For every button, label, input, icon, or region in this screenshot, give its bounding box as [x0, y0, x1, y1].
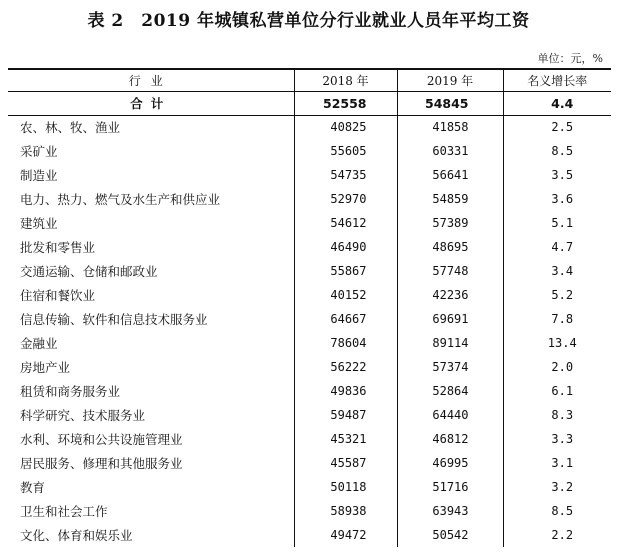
table-row [8, 259, 611, 283]
table-row [8, 115, 611, 139]
table-row [8, 211, 611, 235]
growth-rate: 8.5 [503, 139, 611, 163]
value-2018: 46490 [294, 235, 397, 259]
growth-rate: 7.8 [503, 307, 611, 331]
value-2019: 63943 [397, 499, 503, 523]
value-2019: 57748 [397, 259, 503, 283]
growth-rate: 3.4 [503, 259, 611, 283]
industry-name: 房地产业 [20, 360, 71, 375]
table-row [8, 331, 611, 355]
growth-rate: 13.4 [503, 331, 611, 355]
growth-rate: 3.5 [503, 163, 611, 187]
value-2019: 54859 [397, 187, 503, 211]
industry-name: 卫生和社会工作 [20, 504, 108, 519]
growth-rate: 8.3 [503, 403, 611, 427]
value-2018: 55605 [294, 139, 397, 163]
table-row [8, 475, 611, 499]
growth-rate: 3.6 [503, 187, 611, 211]
table-row [8, 379, 611, 403]
total-growth-rate: 4.4 [503, 91, 611, 115]
growth-rate: 2.5 [503, 115, 611, 139]
industry-name: 批发和零售业 [20, 240, 96, 255]
value-2018: 49472 [294, 523, 397, 547]
table-row [8, 163, 611, 187]
industry-name: 科学研究、技术服务业 [20, 408, 146, 423]
value-2019: 64440 [397, 403, 503, 427]
unit-note: 单位：元，% [537, 52, 603, 65]
table-row [8, 187, 611, 211]
value-2018: 50118 [294, 475, 397, 499]
table-row [8, 427, 611, 451]
page-title: 表 2 2019 年城镇私营单位分行业就业人员年平均工资 [87, 11, 530, 31]
table-row [8, 451, 611, 475]
industry-name: 水利、环境和公共设施管理业 [20, 432, 183, 447]
industry-name: 教育 [20, 480, 46, 495]
value-2018: 78604 [294, 331, 397, 355]
column-header-2019: 2019 年 [397, 69, 503, 91]
value-2018: 40152 [294, 283, 397, 307]
value-2018: 45321 [294, 427, 397, 451]
value-2018: 45587 [294, 451, 397, 475]
value-2019: 60331 [397, 139, 503, 163]
total-2019: 54845 [397, 91, 503, 115]
table-row [8, 307, 611, 331]
value-2019: 48695 [397, 235, 503, 259]
value-2018: 56222 [294, 355, 397, 379]
industry-name: 电力、热力、燃气及水生产和供应业 [20, 192, 221, 207]
value-2019: 52864 [397, 379, 503, 403]
growth-rate: 3.2 [503, 475, 611, 499]
table-row [8, 499, 611, 523]
value-2019: 89114 [397, 331, 503, 355]
wage-table-container [8, 68, 611, 547]
industry-name: 建筑业 [20, 216, 58, 231]
value-2018: 49836 [294, 379, 397, 403]
growth-rate: 6.1 [503, 379, 611, 403]
value-2019: 69691 [397, 307, 503, 331]
table-row [8, 355, 611, 379]
column-header-growth-rate: 名义增长率 [503, 69, 611, 91]
table-body [8, 91, 611, 547]
industry-name: 租赁和商务服务业 [20, 384, 121, 399]
value-2018: 59487 [294, 403, 397, 427]
industry-name: 信息传输、软件和信息技术服务业 [20, 312, 208, 327]
industry-name: 文化、体育和娱乐业 [20, 528, 133, 543]
table-row [8, 235, 611, 259]
value-2018: 54612 [294, 211, 397, 235]
value-2019: 42236 [397, 283, 503, 307]
table-row [8, 523, 611, 547]
wage-table [8, 68, 611, 547]
table-row [8, 403, 611, 427]
growth-rate: 2.2 [503, 523, 611, 547]
industry-name: 交通运输、仓储和邮政业 [20, 264, 158, 279]
value-2018: 54735 [294, 163, 397, 187]
value-2018: 58938 [294, 499, 397, 523]
value-2019: 56641 [397, 163, 503, 187]
value-2019: 57374 [397, 355, 503, 379]
header-row [8, 69, 611, 91]
value-2018: 64667 [294, 307, 397, 331]
total-2018: 52558 [294, 91, 397, 115]
column-header-2018: 2018 年 [294, 69, 397, 91]
value-2019: 50542 [397, 523, 503, 547]
growth-rate: 2.0 [503, 355, 611, 379]
industry-name: 农、林、牧、渔业 [20, 120, 121, 136]
value-2019: 51716 [397, 475, 503, 499]
growth-rate: 5.2 [503, 283, 611, 307]
growth-rate: 3.1 [503, 451, 611, 475]
industry-name: 金融业 [20, 336, 58, 351]
value-2019: 57389 [397, 211, 503, 235]
growth-rate: 8.5 [503, 499, 611, 523]
column-header-industry: 行业 [8, 69, 294, 91]
value-2019: 46995 [397, 451, 503, 475]
growth-rate: 5.1 [503, 211, 611, 235]
value-2019: 46812 [397, 427, 503, 451]
growth-rate: 4.7 [503, 235, 611, 259]
table-header [8, 69, 611, 91]
total-label: 合计 [8, 91, 294, 115]
industry-name: 住宿和餐饮业 [20, 288, 96, 303]
growth-rate: 3.3 [503, 427, 611, 451]
table-row [8, 139, 611, 163]
value-2018: 40825 [294, 115, 397, 139]
value-2018: 55867 [294, 259, 397, 283]
value-2018: 52970 [294, 187, 397, 211]
total-row [8, 91, 611, 115]
table-row [8, 283, 611, 307]
value-2019: 41858 [397, 115, 503, 139]
industry-name: 居民服务、修理和其他服务业 [20, 456, 183, 471]
industry-name: 制造业 [20, 168, 58, 183]
industry-name: 采矿业 [20, 144, 58, 159]
